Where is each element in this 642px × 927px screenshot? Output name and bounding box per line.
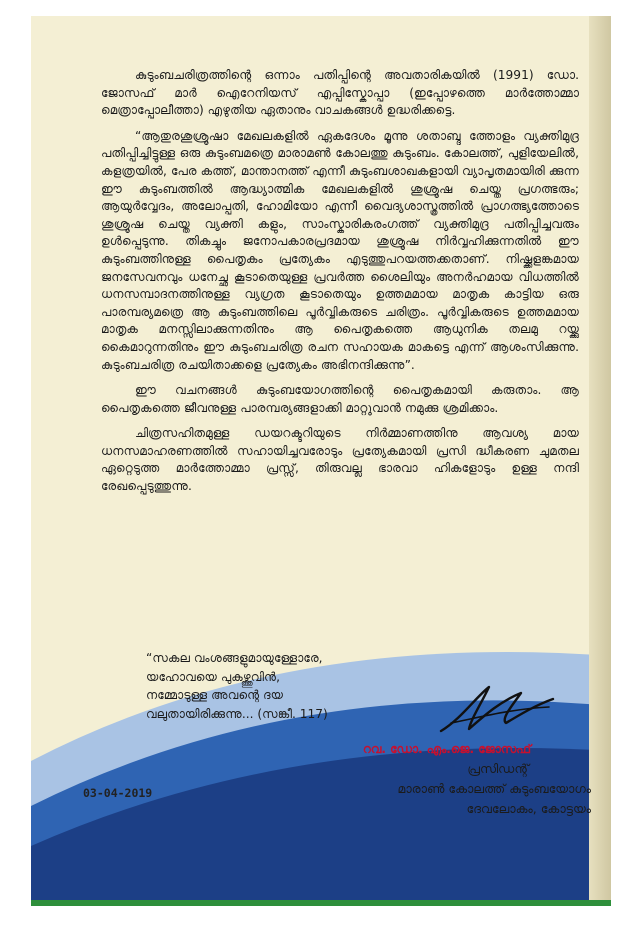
book-spine-shadow: [589, 16, 611, 906]
poem-line: നമ്മോടുള്ള അവന്റെ ദയ: [146, 688, 284, 702]
signatory-organization: മാരാൺ കോലത്ത് കുടുംബയോഗം: [397, 781, 591, 796]
signatory-block: [291, 739, 591, 819]
poem-line: “സകല വംശങ്ങളുമായുള്ളോരേ,: [146, 651, 323, 665]
paragraph-quote: “ആതുരശുശ്രൂഷാ മേഖലകളിൽ ഏകദേശം മൂന്നു ശതാബ്ദ ത്തോളം വ്യക്തിമുദ്ര പതിപ്പിച്ചിട്ടുള്ള ഒരു കുടുംബമത്രെ മാരാമൺ കോലത്തു കുടുംബം. കോലത്ത്, പുളിയേലിൽ, കളത്രയിൽ, പേര കത്ത്, മാന്താനത്ത് എന്നീ കുടുംബശാഖകളായി വ്യാപൃതമായിരി ക്കുന്ന ഈ കുടുംബത്തിൽ ആദ്ധ്യാത്മിക മേഖലകളിൽ ശുശ്രൂഷ ചെയ്ത പ്രഗത്ഭരും; ആയുർവ്വേദം, അലോപ്പതി, ഹോമിയോ എന്നീ വൈദ്യശാസ്ത്രത്തിൽ പ്രാഗത്ഭ്യത്തോടെ ശുശ്രൂഷ ചെയ്ത വ്യക്തി കളും, സാംസ്കാരികരംഗത്ത് വ്യക്തിമുദ്ര പതിപ്പിച്ചവരും ഉൾപ്പെടുന്നു. തികച്ചും ജനോപകാരപ്രദമായ ശുശ്രൂഷ നിർവ്വഹിക്കുന്നതിൽ ഈ കുടുംബത്തിനുള്ള പൈതൃകം പ്രത്യേകം എടുത്തുപറയത്തക്കതാണ്. നിഷ്ക്കളങ്കമായ ജനസേവനവും ധനേച്ഛ കൂടാതെയുള്ള പ്രവർത്ത ശൈലിയും അനർഹമായ വിധത്തിൽ ധനസമ്പാദനത്തിനുള്ള വ്യഗ്രത കൂടാതെയും ഉത്തമമായ മാതൃക കാട്ടിയ ഒരു പാരമ്പര്യമത്രെ ആ കുടുംബത്തിലെ പൂർവ്വികരുടെ ചരിത്രം. പൂർവ്വികരുടെ ഉത്തമമായ മാതൃക മനസ്സിലാക്കുന്നതിനും ആ പൈതൃകത്തെ ആധുനിക തലമു റയ്ക്കു കൈമാറുന്നതിനും ഈ കുടുംബചരിത്ര രചന സഹായക മാകട്ടെ എന്ന് ആശംസിക്കുന്നു. കുടുംബചരിത്ര രചയിതാക്കളെ പ്രത്യേകം അഭിനന്ദിക്കുന്നു”.: [101, 128, 579, 372]
poem-line: വലുതായിരിക്കുന്നു... (സങ്കീ. 117): [146, 706, 328, 721]
bottom-green-strip: [31, 900, 611, 906]
paragraph-heritage: ഈ വചനങ്ങൾ കുടുംബയോഗത്തിന്റെ പൈതൃകമായി കരുതാം. ആ പൈതൃകത്തെ ജീവനുള്ള പാരമ്പര്യങ്ങളാക്കി മാറ്റുവാൻ നമുക്കു ശ്രമിക്കാം.: [101, 383, 579, 415]
poem-line: യഹോവയെ പുകഴ്ത്തുവിൻ,: [146, 669, 281, 684]
foreword-date: 03-04-2019: [83, 786, 153, 800]
psalm-quote: [146, 649, 446, 723]
signatory-title: പ്രസിഡന്റ്: [467, 761, 529, 776]
book-page: [31, 16, 611, 906]
foreword-body: [101, 67, 579, 504]
paragraph-thanks: ചിത്രസഹിതമുള്ള ഡയറക്ടറിയുടെ നിർമ്മാണത്തിനു ആവശ്യ മായ ധനസമാഹരണത്തിൽ സഹായിച്ചവരോടും പ്രത്യേകമായി പ്രസി ദ്ധീകരണ ചുമതല ഏറ്റെടുത്ത മാർത്തോമ്മാ പ്രസ്സ്, തിരുവല്ല ഭാരവാ ഹികളോടും ഉള്ള നന്ദി രേഖപ്പെടുത്തുന്നു.: [101, 426, 579, 494]
paragraph-intro: കുടുംബചരിത്രത്തിന്റെ ഒന്നാം പതിപ്പിന്റെ അവതാരികയിൽ (1991) ഡോ. ജോസഫ് മാർ ഐറേനിയസ് എപ്പിസ്കോപ്പാ (ഇപ്പോഴത്തെ മാർത്തോമ്മാ മെത്രാപ്പോലീത്താ) എഴുതിയ ഏതാനും വാചകങ്ങൾ ഉദ്ധരിക്കട്ടെ.: [101, 68, 579, 118]
signatory-place: ദേവലോകം, കോട്ടയം: [466, 801, 591, 816]
handwritten-signature: [431, 679, 561, 739]
signatory-name: റവ. ഡോ. എം.ജെ. ജോസഫ്: [362, 742, 531, 756]
